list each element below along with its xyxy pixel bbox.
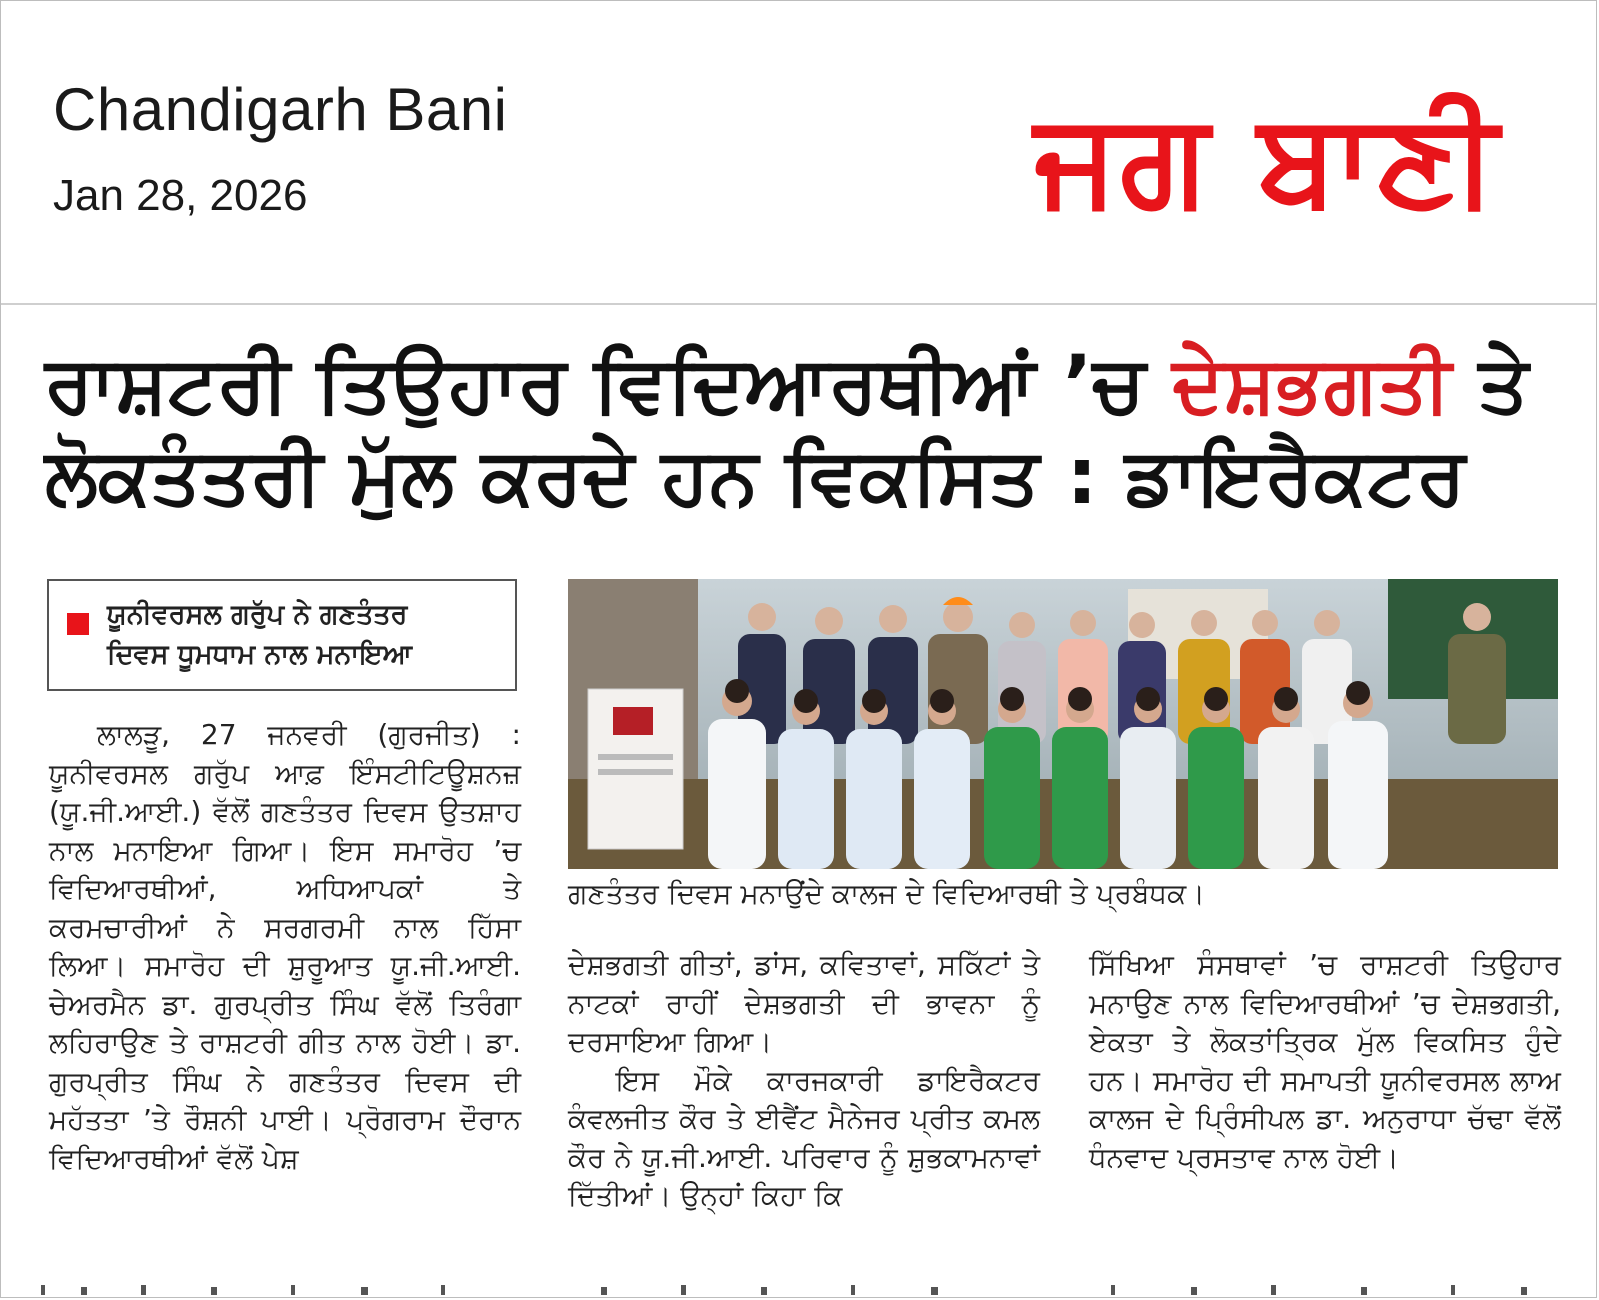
- publication-date: Jan 28, 2026: [53, 171, 308, 220]
- headline-line-2: ਲੋਕਤੰਤਰੀ ਮੁੱਲ ਕਰਦੇ ਹਨ ਵਿਕਸਿਤ : ਡਾਇਰੈਕਟਰ: [45, 432, 1466, 522]
- header-divider: [1, 303, 1596, 305]
- headline-text-b: ਤੇ: [1451, 340, 1529, 430]
- body-column-1: [49, 716, 521, 1178]
- headline-text-a: ਰਾਸ਼ਟਰੀ ਤਿਉਹਾਰ ਵਿਦਿਆਰਥੀਆਂ ’ਚ: [45, 340, 1173, 430]
- headline-line-1: [45, 339, 1565, 431]
- body-paragraph: ਸਿੱਖਿਆ ਸੰਸਥਾਵਾਂ ’ਚ ਰਾਸ਼ਟਰੀ ਤਿਉਹਾਰ ਮਨਾਉਣ ਨਾਲ ਵਿਦਿਆਰਥੀਆਂ ’ਚ ਦੇਸ਼ਭਗਤੀ, ਏਕਤਾ ਤੇ ਲੋਕਤਾਂਤ੍ਰਿਕ ਮੁੱਲ ਵਿਕਸਿਤ ਹੁੰਦੇ ਹਨ। ਸਮਾਰੋਹ ਦੀ ਸਮਾਪਤੀ ਯੂਨੀਵਰਸਲ ਲਾਅ ਕਾਲਜ ਦੇ ਪ੍ਰਿੰਸੀਪਲ ਡਾ. ਅਨੁਰਾਧਾ ਚੱਢਾ ਵੱਲੋਂ ਧੰਨਵਾਦ ਪ੍ਰਸਤਾਵ ਨਾਲ ਹੋਈ।: [1089, 948, 1561, 1174]
- body-paragraph: ਇਸ ਮੌਕੇ ਕਾਰਜਕਾਰੀ ਡਾਇਰੈਕਟਰ ਕੰਵਲਜੀਤ ਕੌਰ ਤੇ ਈਵੈਂਟ ਮੈਨੇਜਰ ਪ੍ਰੀਤ ਕਮਲ ਕੌਰ ਨੇ ਯੂ.ਜੀ.ਆਈ. ਪਰਿਵਾਰ ਨੂੰ ਸ਼ੁਭਕਾਮਨਾਵਾਂ ਦਿੱਤੀਆਂ। ਉਨ੍ਹਾਂ ਕਿਹਾ ਕਿ: [568, 1063, 1040, 1212]
- headline-highlight: ਦੇਸ਼ਭਗਤੀ: [1172, 340, 1452, 430]
- subhead-line-2: ਦਿਵਸ ਧੂਮਧਾਮ ਨਾਲ ਮਨਾਇਆ: [107, 639, 412, 670]
- group-photo-illustration: [568, 579, 1558, 869]
- cut-off-text-edge: [1, 1281, 1596, 1297]
- body-column-3: [1089, 946, 1561, 1177]
- red-square-bullet-icon: [67, 613, 89, 635]
- group-photo: [568, 579, 1558, 869]
- body-paragraph: ਲਾਲੜੂ, 27 ਜਨਵਰੀ (ਗੁਰਜੀਤ) : ਯੂਨੀਵਰਸਲ ਗਰੁੱਪ ਆਫ਼ ਇੰਸਟੀਟਿਊਸ਼ਨਜ਼ (ਯੂ.ਜੀ.ਆਈ.) ਵੱਲੋਂ ਗਣਤੰਤਰ ਦਿਵਸ ਉਤਸ਼ਾਹ ਨਾਲ ਮਨਾਇਆ ਗਿਆ। ਇਸ ਸਮਾਰੋਹ ’ਚ ਵਿਦਿਆਰਥੀਆਂ, ਅਧਿਆਪਕਾਂ ਤੇ ਕਰਮਚਾਰੀਆਂ ਨੇ ਸਰਗਰਮੀ ਨਾਲ ਹਿੱਸਾ ਲਿਆ। ਸਮਾਰੋਹ ਦੀ ਸ਼ੁਰੂਆਤ ਯੂ.ਜੀ.ਆਈ. ਚੇਅਰਮੈਨ ਡਾ. ਗੁਰਪ੍ਰੀਤ ਸਿੰਘ ਵੱਲੋਂ ਤਿਰੰਗਾ ਲਹਿਰਾਉਣ ਤੇ ਰਾਸ਼ਟਰੀ ਗੀਤ ਨਾਲ ਹੋਈ। ਡਾ. ਗੁਰਪ੍ਰੀਤ ਸਿੰਘ ਨੇ ਗਣਤੰਤਰ ਦਿਵਸ ਦੀ ਮਹੱਤਤਾ ’ਤੇ ਰੌਸ਼ਨੀ ਪਾਈ। ਪ੍ਰੋਗਰਾਮ ਦੌਰਾਨ ਵਿਦਿਆਰਥੀਆਂ ਵੱਲੋਂ ਪੇਸ਼: [49, 718, 521, 1175]
- photo-caption: ਗਣਤੰਤਰ ਦਿਵਸ ਮਨਾਉਂਦੇ ਕਾਲਜ ਦੇ ਵਿਦਿਆਰਥੀ ਤੇ ਪ੍ਰਬੰਧਕ।: [568, 877, 1206, 910]
- subhead-box: [47, 579, 517, 691]
- masthead-logo: ਜਗ ਬਾਣੀ: [1034, 85, 1500, 234]
- publication-name: Chandigarh Bani: [53, 76, 508, 143]
- body-paragraph: ਦੇਸ਼ਭਗਤੀ ਗੀਤਾਂ, ਡਾਂਸ, ਕਵਿਤਾਵਾਂ, ਸਕਿੱਟਾਂ ਤੇ ਨਾਟਕਾਂ ਰਾਹੀਂ ਦੇਸ਼ਭਗਤੀ ਦੀ ਭਾਵਨਾ ਨੂੰ ਦਰਸਾਇਆ ਗਿਆ।: [568, 948, 1040, 1058]
- subhead-line-1: ਯੂਨੀਵਰਸਲ ਗਰੁੱਪ ਨੇ ਗਣਤੰਤਰ: [107, 599, 408, 630]
- body-column-2: [568, 946, 1040, 1216]
- headline: [45, 339, 1565, 523]
